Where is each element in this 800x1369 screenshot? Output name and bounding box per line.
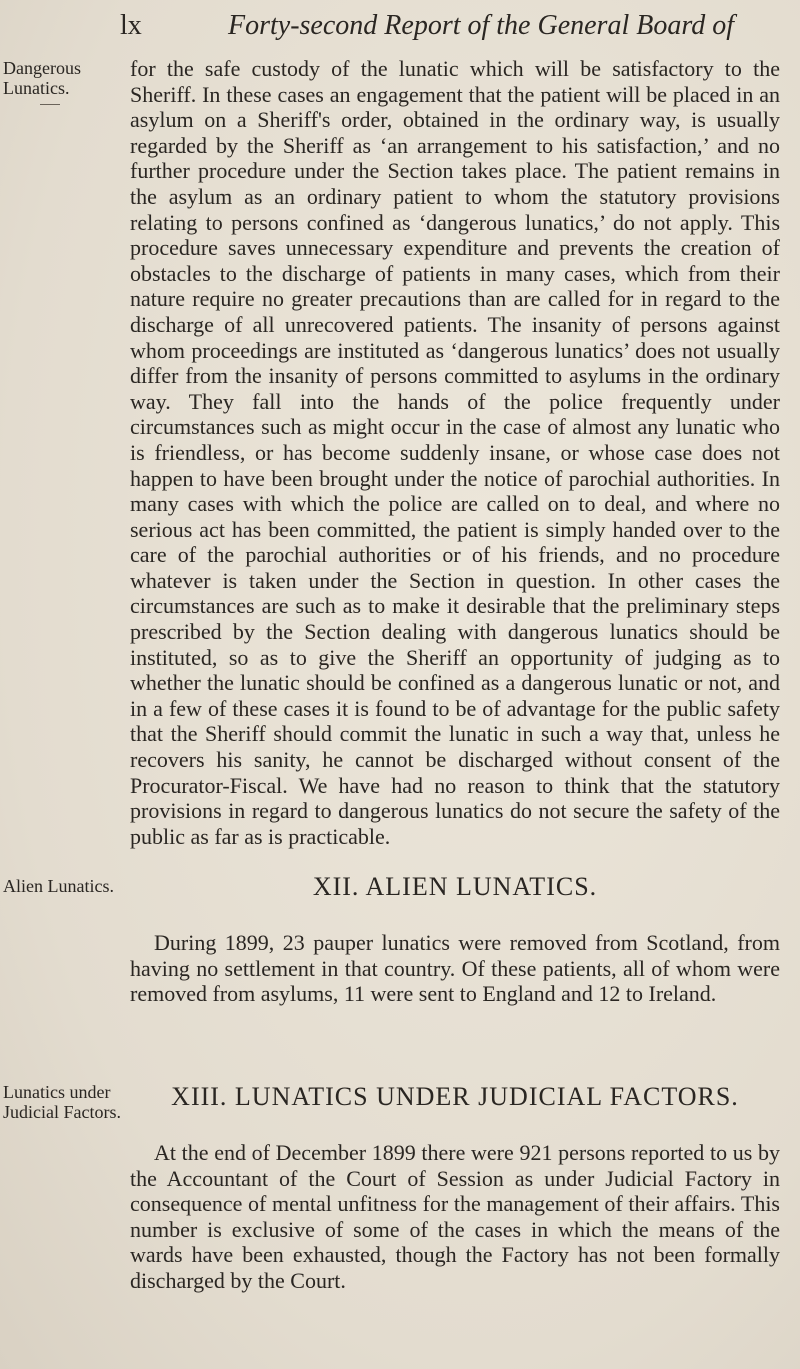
running-title: Forty-second Report of the General Board of: [228, 10, 734, 41]
margin-note-alien-lunatics: Alien Lunatics.: [3, 876, 114, 896]
page-folio: lx: [120, 10, 142, 41]
margin-note-rule: [40, 104, 60, 105]
running-header: [120, 8, 780, 44]
margin-note-judicial-factors: Lunatics under Judicial Factors.: [3, 1082, 121, 1122]
section-heading-alien-lunatics: XII. ALIEN LUNATICS.: [312, 872, 598, 901]
paragraph-judicial-factors: At the end of December 1899 there were 921 persons reported to us by the Accountant of the Court of Session as under Judicial Factory in consequence of mental unfitness for the management of their affairs. This number is exclusive of some of the cases in which the means of the wards have been exhausted, though the Factory has not been formally discharged by the Court.: [130, 1140, 780, 1293]
paragraph-alien-lunatics: During 1899, 23 pauper lunatics were removed from Scotland, from having no settlement in that country. Of these patients, all of whom were removed from asylums, 11 were sent to England and 12 to Ireland.: [130, 930, 780, 1007]
margin-note-dangerous-lunatics: Dangerous Lunatics.: [3, 58, 81, 98]
paragraph-dangerous-lunatics: for the safe custody of the lunatic which will be satisfactory to the Sheriff. In these cases an engagement that the patient will be placed in an asylum on a Sheriff's order, obtained in the ordinary way, is usually regarded by the Sheriff as ‘an arrangement to his satisfaction,’ and no further procedure under the Section takes place. The patient remains in the asylum as an ordinary patient to whom the statutory provisions relating to persons confined as ‘dangerous lunatics,’ do not apply. This procedure saves unnecessary expenditure and prevents the creation of obstacles to the discharge of patients in many cases, which from their nature require no greater precautions than are called for in regard to the discharge of all unrecovered patients. The insanity of persons against whom proceedings are instituted as ‘dangerous lunatics’ does not usually differ from the insanity of persons committed to asylums in the ordinary way. They fall into the hands of the police frequently under circumstances such as might occur in the case of almost any lunatic who is friendless, or has become suddenly insane, or whose case does not happen to have been brought under the notice of parochial authorities. In many cases with which the police are called on to deal, and where no serious act has been committed, the patient is simply handed over to the care of the parochial authorities or of his friends, and no procedure whatever is taken under the Section in question. In other cases the circumstances are such as to make it desirable that the preliminary steps prescribed by the Section dealing with dangerous lunatics should be instituted, so as to give the Sheriff an opportunity of judging as to whether the lunatic should be confined as a dangerous lunatic or not, and in a few of these cases it is found to be of advantage for the public safety that the Sheriff should commit the lunatic in such a way that, unless he recovers his sanity, he cannot be discharged without consent of the Procurator-Fiscal. We have had no reason to think that the statutory provisions in regard to dangerous lunatics do not secure the safety of the public as far as is practicable.: [130, 56, 780, 849]
section-heading-judicial-factors: XIII. LUNATICS UNDER JUDICIAL FACTORS.: [171, 1082, 739, 1111]
